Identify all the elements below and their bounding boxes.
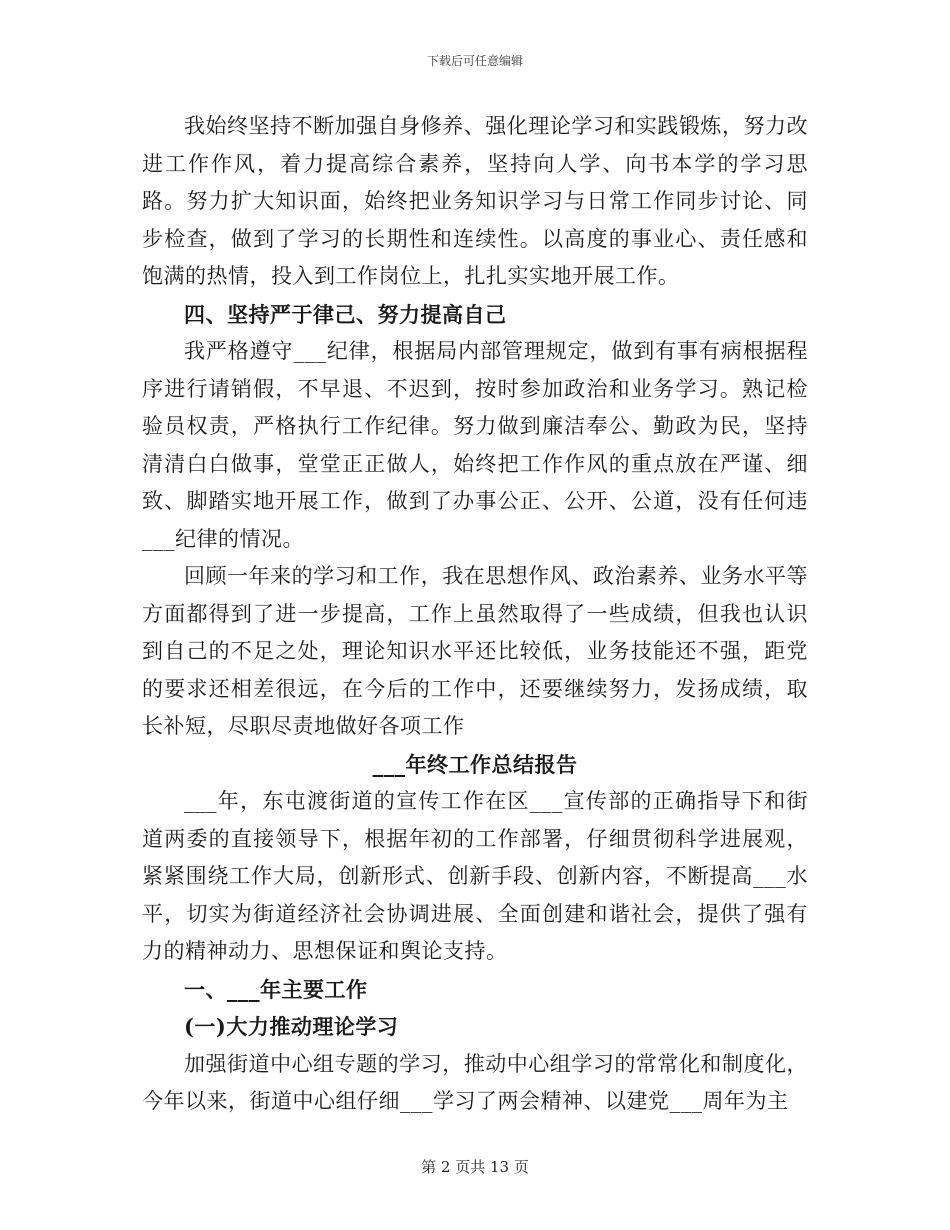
subsection-heading-theory: (一)大力推动理论学习 — [184, 1014, 399, 1039]
document-body — [142, 108, 808, 1121]
paragraph-theory-study: 加强街道中心组专题的学习，推动中心组学习的常常化和制度化，今年以来，街道中心组仔细___学习了两会精神、以建党___周年为主 — [142, 1051, 808, 1113]
section-heading-main-work: 一、___年主要工作 — [184, 976, 368, 1002]
section-heading-discipline: 四、坚持严于律己、努力提高自己 — [184, 301, 507, 327]
paragraph-self-study: 我始终坚持不断加强自身修养、强化理论学习和实践锻炼，努力改进工作作风，着力提高综合素养，坚持向人学、向书本学的学习思路。努力扩大知识面，始终把业务知识学习与日常工作同步讨论、同步检查，做到了学习的长期性和连续性。以高度的事业心、责任感和饱满的热情，投入到工作岗位上，扎扎实实地开展工作。 — [142, 114, 808, 288]
paragraph-discipline: 我严格遵守___纪律，根据局内部管理规定，做到有事有病根据程序进行请销假，不早退、不迟到，按时参加政治和业务学习。熟记检验员权责，严格执行工作纪律。努力做到廉洁奉公、勤政为民，坚持清清白白做事，堂堂正正做人，始终把工作作风的重点放在严谨、细致、脚踏实地开展工作，做到了办事公正、公开、公道，没有任何违___纪律的情况。 — [142, 339, 808, 551]
page-header: 下载后可任意编辑 — [426, 54, 523, 68]
paragraph-review: 回顾一年来的学习和工作，我在思想作风、政治素养、业务水平等方面都得到了进一步提高，工作上虽然取得了一些成绩，但我也认识到自己的不足之处，理论知识水平还比较低，业务技能还不强，距党的要求还相差很远，在今后的工作中，还要继续努力，发扬成绩，取长补短，尽职尽责地做好各项工作 — [142, 564, 808, 738]
page-number: 第 2 页共 13 页 — [421, 1158, 529, 1176]
report-title: ___年终工作总结报告 — [372, 751, 578, 777]
paragraph-report-intro: ___年，东屯渡街道的宣传工作在区___宣传部的正确指导下和街道两委的直接领导下，根据年初的工作部署，仔细贯彻科学进展观，紧紧围绕工作大局，创新形式、创新手段、创新内容，不断提高___水平，切实为街道经济社会协调进展、全面创建和谐社会，提供了强有力的精神动力、思想保证和舆论支持。 — [142, 789, 808, 963]
